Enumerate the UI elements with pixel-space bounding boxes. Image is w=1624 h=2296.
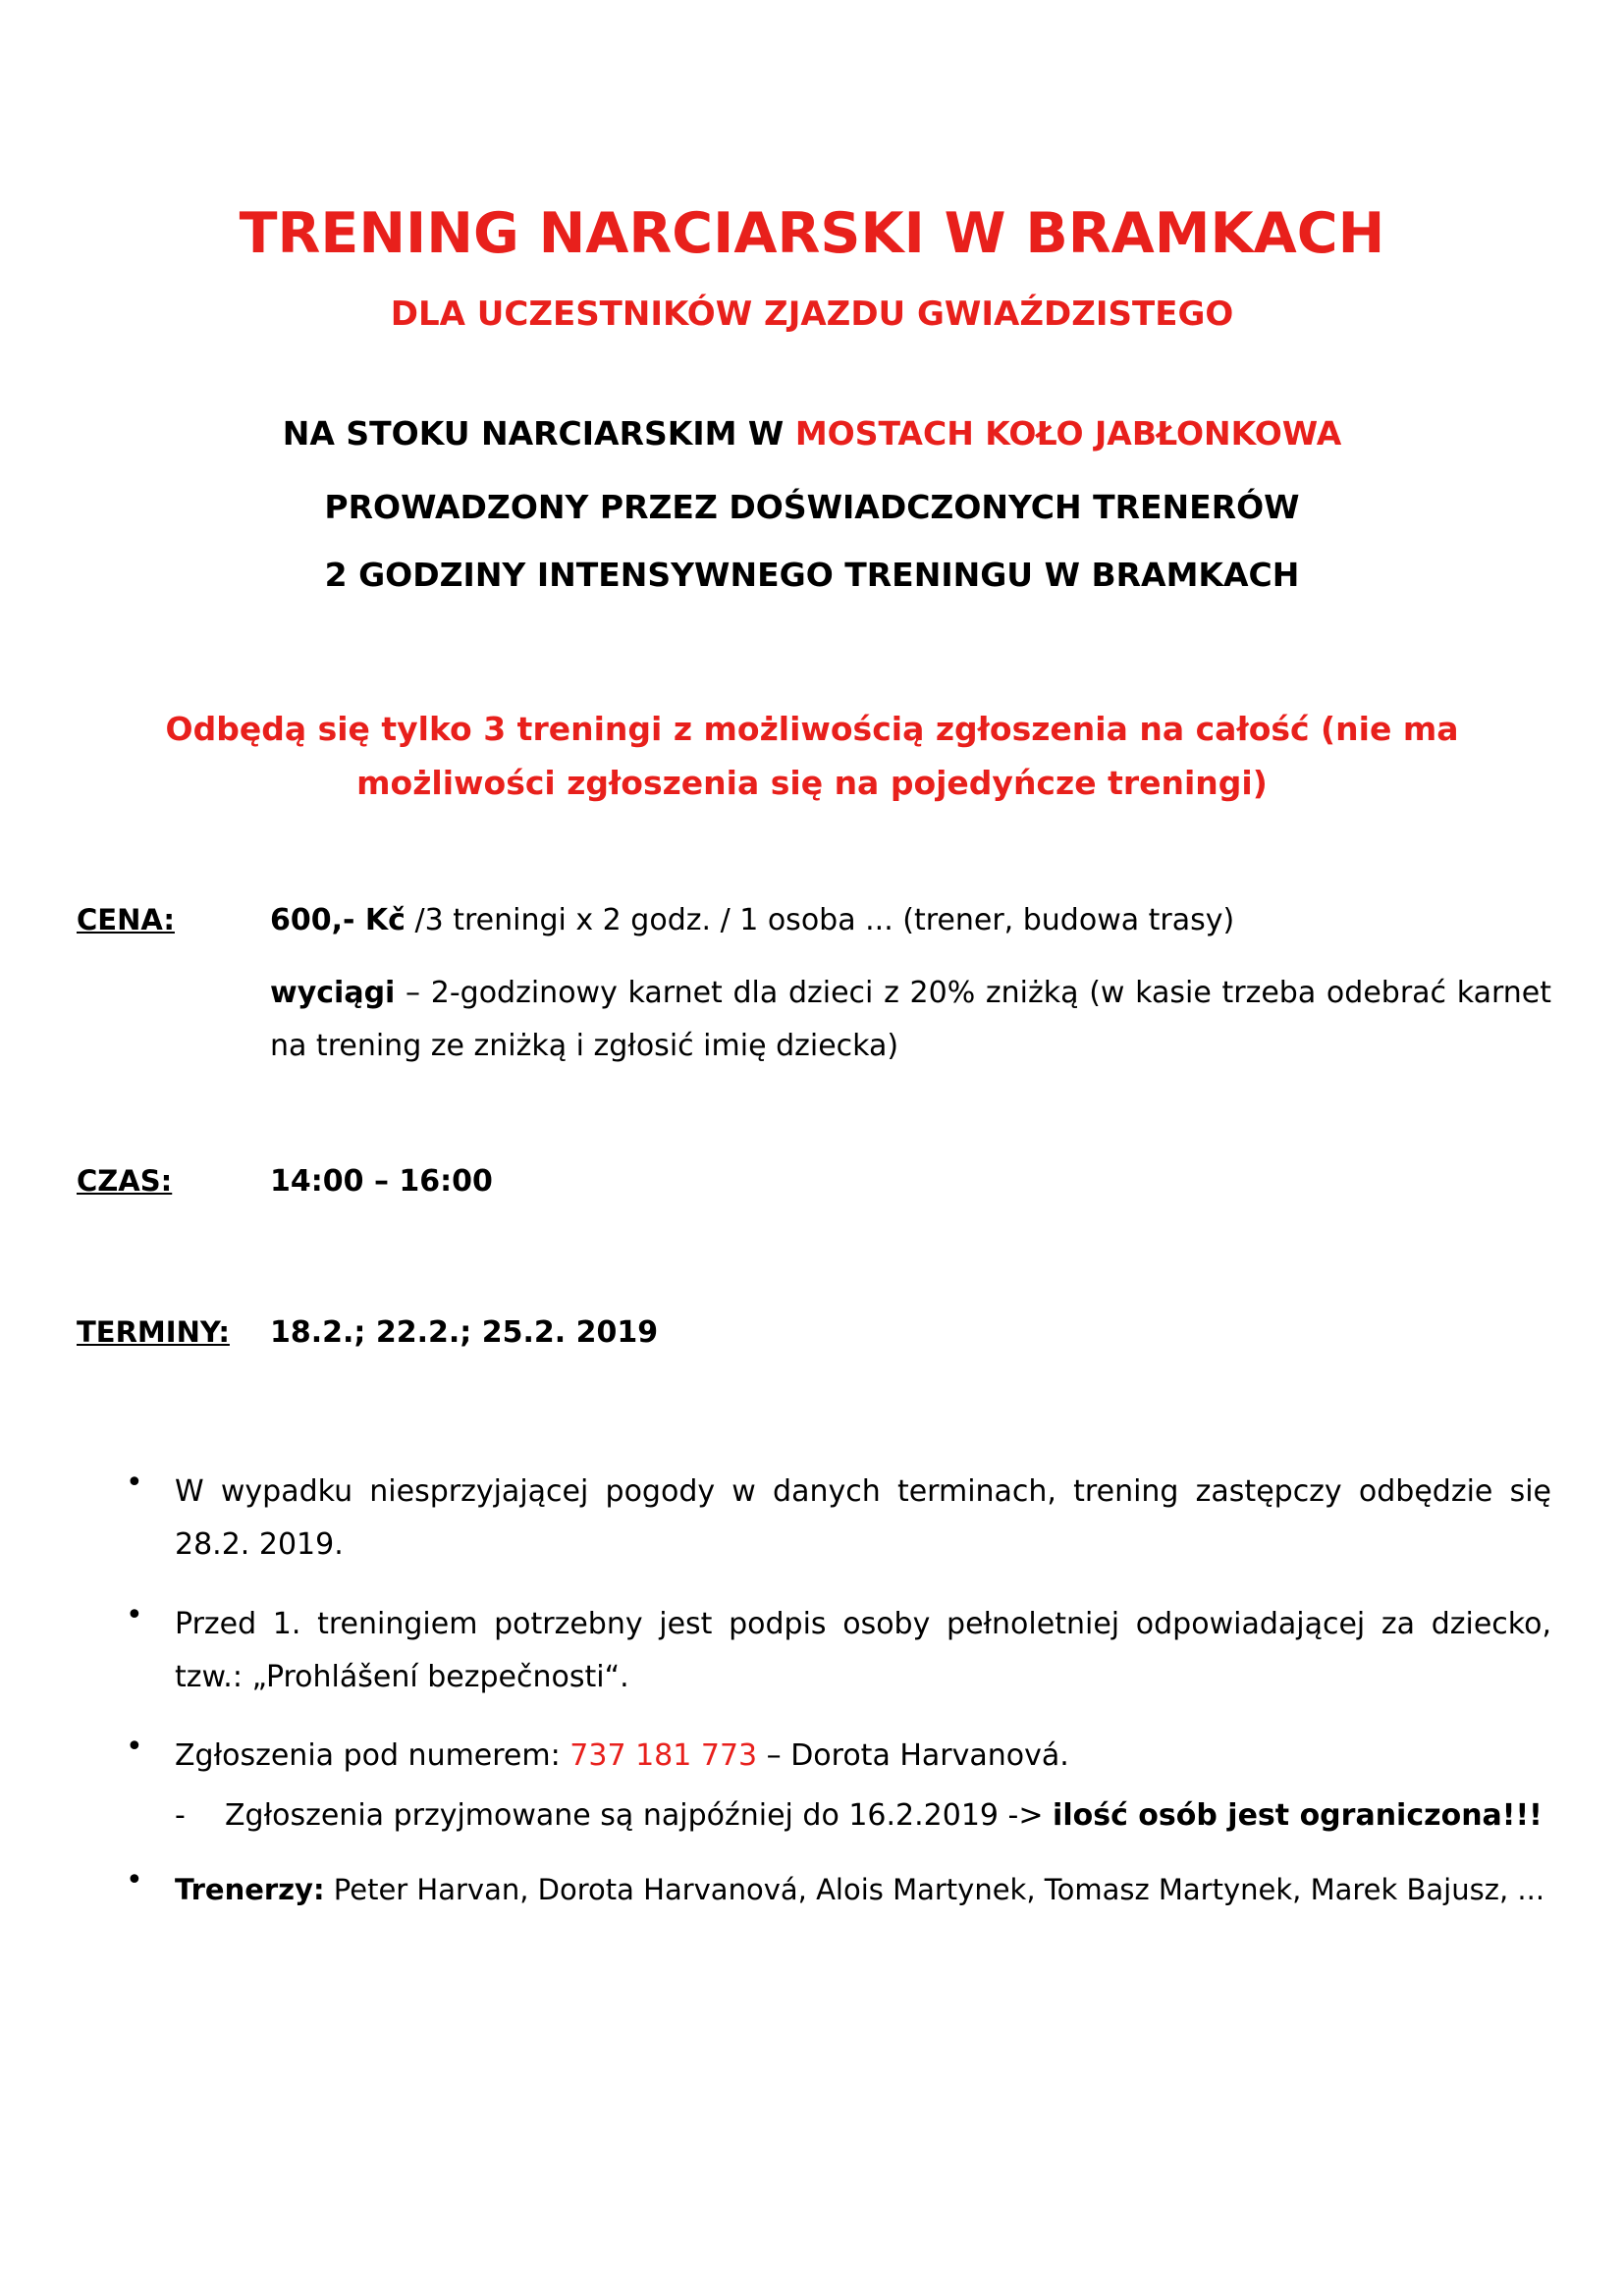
deadline-warning: ilość osób jest ograniczona!!!: [1053, 1798, 1543, 1833]
trainers-line: PROWADZONY PRZEZ DOŚWIADCZONYCH TRENERÓW: [324, 488, 1300, 526]
dash-marker: -: [175, 1798, 186, 1833]
trainers-list: Peter Harvan, Dorota Harvanová, Alois Martynek, Tomasz Martynek, Marek Bajusz, ...: [324, 1873, 1545, 1906]
registration-contact: – Dorota Harvanová.: [757, 1738, 1069, 1773]
trainers-label: Trenerzy:: [175, 1873, 325, 1906]
dates-value: 18.2.; 22.2.; 25.2. 2019: [270, 1315, 659, 1350]
signature-note: Przed 1. treningiem potrzebny jest podpis osoby pełnoletniej odpowiadającej za dziecko, tzw.: „Prohlášení bezpečnosti“.: [175, 1607, 1551, 1694]
duration-line: 2 GODZINY INTENSYWNEGO TRENINGU W BRAMKACH: [324, 556, 1300, 594]
time-label: CZAS:: [77, 1164, 173, 1198]
location-name: MOSTACH KOŁO JABŁONKOWA: [794, 414, 1342, 453]
bullet-marker: •: [126, 1730, 143, 1764]
lifts-label: wyciągi: [270, 976, 396, 1010]
price-detail: /3 treningi x 2 godz. / 1 osoba ... (trener, budowa trasy): [405, 903, 1235, 937]
phone-number: 737 181 773: [569, 1738, 758, 1773]
location-prefix: NA STOKU NARCIARSKIM W: [282, 414, 795, 453]
weather-note: W wypadku niesprzyjającej pogody w danych terminach, trening zastępczy odbędzie się 28.2. 2019.: [175, 1474, 1551, 1562]
time-value: 14:00 – 16:00: [270, 1164, 493, 1199]
price-value: [270, 903, 1234, 937]
price-amount: 600,- Kč: [270, 903, 406, 937]
deadline-note: [225, 1798, 1543, 1833]
deadline-text: Zgłoszenia przyjmowane są najpóźniej do 16.2.2019 ->: [225, 1798, 1054, 1833]
page-subtitle: DLA UCZESTNIKÓW ZJAZDU GWIAŹDZISTEGO: [390, 294, 1234, 334]
registration-note: [175, 1730, 1551, 1783]
bullet-marker: •: [126, 1598, 143, 1632]
trainers-note: [175, 1863, 1551, 1916]
dates-label: TERMINY:: [77, 1315, 230, 1349]
bullet-marker: •: [126, 1863, 143, 1897]
lifts-detail: – 2-godzinowy karnet dla dzieci z 20% zniżką (w kasie trzeba odebrać karnet na trening ze zniżką i zgłosić imię dziecka): [270, 976, 1551, 1063]
price-label: CENA:: [77, 903, 175, 936]
bullet-marker: •: [126, 1466, 143, 1500]
registration-prefix: Zgłoszenia pod numerem:: [175, 1738, 570, 1773]
notice-text: Odbędą się tylko 3 treningi z możliwością zgłoszenia na całość (nie ma możliwości zgłoszenia się na pojedyńcze treningi): [165, 710, 1459, 802]
location-line: [0, 414, 1624, 453]
lifts-info: [270, 967, 1551, 1073]
page-title: TRENING NARCIARSKI W BRAMKACH: [239, 201, 1385, 266]
